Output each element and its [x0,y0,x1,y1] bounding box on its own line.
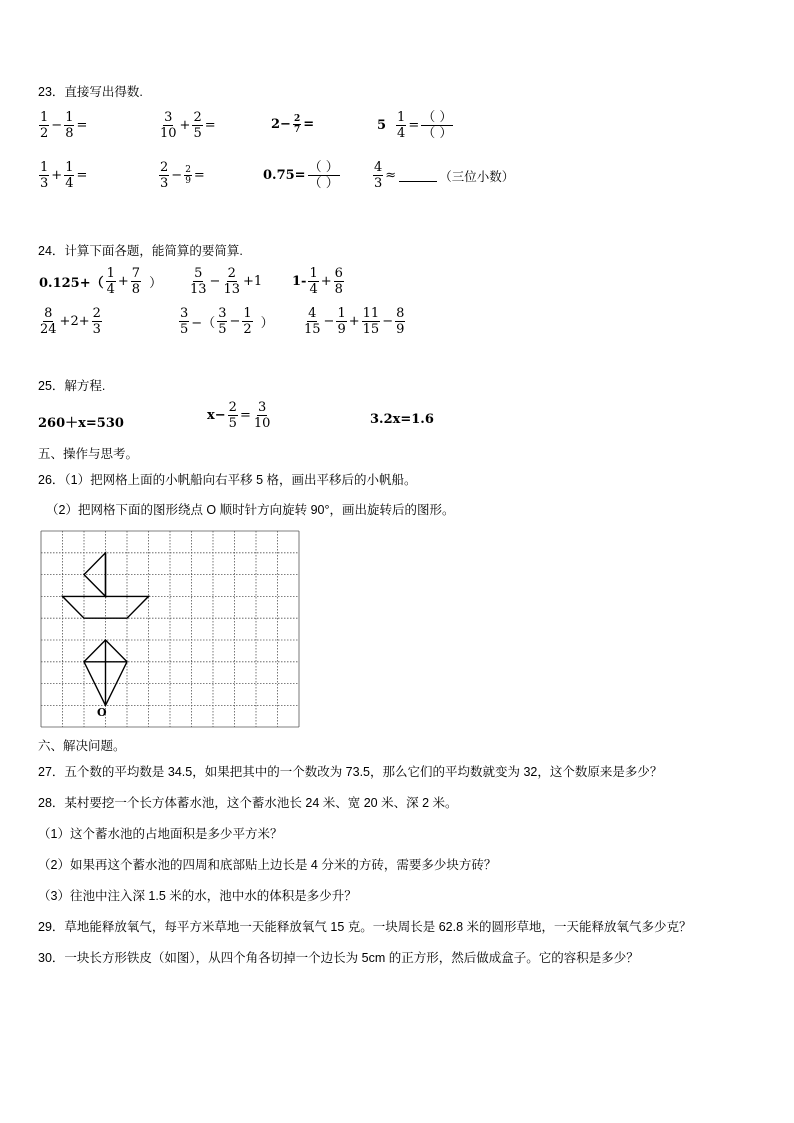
q25-title: 25．解方程. [38,379,106,393]
q23-expr-3: 2− $\frac{2}{7}$ = [271,114,315,135]
q23-expr-4: 5 $\frac{1}{4}$ = （ ） （ ） [377,110,453,141]
kite-shape [84,640,127,705]
q28-stem: 28．某村要挖一个长方体蓄水池，这个蓄水池长 24 米、宽 20 米、深 2 米。 [38,796,458,810]
grid [41,531,299,727]
grid-figure [40,530,302,728]
q28-sub-2: （2）如果再这个蓄水池的四周和底部贴上边长是 4 分米的方砖，需要多少块方砖？ [38,858,497,872]
section-5-heading: 五、操作与思考。 [38,447,139,461]
q24-expr-4: 8 24 +2+ $\frac{2}{3}$ [40,306,101,337]
q24-expr-3: 1- 1 4 + $\frac{6}{8}$ [292,266,343,297]
q24-expr-2: 5 13 − $\frac{2}{13}$ +1 [190,266,263,297]
q23-expr-6: 2 3 − $\frac{2}{9}$ = [160,160,205,191]
q26-part-1: 26．（1）把网格上面的小帆船向右平移 5 格，画出平移后的小帆船。 [38,473,417,487]
q28-sub-1: （1）这个蓄水池的占地面积是多少平方米？ [38,827,283,841]
q24-title: 24．计算下面各题，能简算的要简算. [38,244,243,258]
q23-expr-8: $\frac{4}{3}$ ≈ （三位小数） [374,160,515,191]
q27-text: 27．五个数的平均数是 34.5，如果把其中的一个数改为 73.5，那么它们的平均数就变为 32，这个数原来是多少？ [38,765,663,779]
q29-text: 29．草地能释放氧气，每平方米草地一天能释放氧气 15 克。一块周长是 62.8 米的圆形草地，一天能释放氧气多少克？ [38,920,692,934]
q23-expr-2: 3 10 + $\frac{2}{5}$ = [160,110,216,141]
answer-blank [399,169,437,182]
q30-text: 30．一块长方形铁皮（如图），从四个角各切掉一个边长为 5cm 的正方形，然后做成盒子。它的容积是多少？ [38,951,639,965]
q24-expr-6: 4 15 − $\frac{1}{9}$ + $\frac{11}{15}$ − $\frac{8}{9}$ [304,306,405,337]
q25-eq-3: 3.2x=1.6 [370,412,434,427]
section-6-heading: 六、解决问题。 [38,739,126,753]
q23-expr-1: 1 2 − $\frac{1}{8}$ = [40,110,88,141]
q28-sub-3: （3）往池中注入深 1.5 米的水，池中水的体积是多少升？ [38,889,357,903]
point-o-label: O [97,706,107,719]
q24-expr-5: 3 5 −（ 3 5 − $\frac{1}{2}$ ） [180,306,274,337]
q25-eq-2: x− $\frac{2}{5}$ = $\frac{3}{10}$ [207,400,271,431]
q26-part-2: （2）把网格下面的图形绕点 O 顺时针方向旋转 90°，画出旋转后的图形。 [46,503,455,517]
q24-expr-1: 0.125+（ 1 4 + $\frac{7}{8}$ ） [39,266,163,297]
q25-eq-1: 260＋x=530 [38,416,124,431]
sailboat-shape [63,553,149,618]
q23-expr-5: 1 3 + $\frac{1}{4}$ = [40,160,88,191]
q23-title: 23．直接写出得数. [38,85,143,99]
q23-expr-7: 0.75= （ ） （ ） [263,160,339,191]
